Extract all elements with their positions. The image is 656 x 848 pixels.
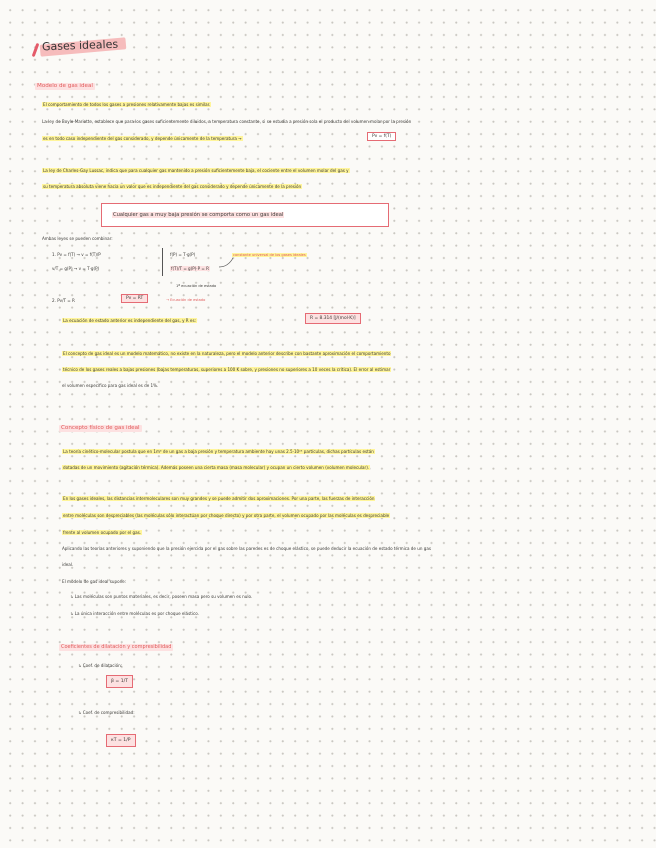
paragraph-line: El comportamiento de todos los gases a presiones relativamente bajas es similar.: [43, 102, 211, 107]
title-accent-stroke: [32, 43, 40, 57]
combine-label: Ambas leyes se pueden combinar:: [42, 236, 113, 241]
equation-line: 1. Pv = f(T) → v = f(T)/P: [52, 252, 101, 257]
paragraph-line: dotadas de un movimiento (agitación térmica). Además poseen una cierta masa (masa molecular) y ocupan un cierto volumen (volumen molecular).: [63, 465, 370, 470]
paragraph-line: frente al volumen ocupado por el gas.: [63, 530, 142, 535]
formula-box-pv-ft: Pv = f(T): [367, 132, 396, 141]
section-heading-modelo: Modelo de gas ideal: [37, 83, 93, 89]
paragraph-line: Aplicando las teorías anteriores y suponiendo que la presión ejercida por el gas sobre las paredes es de choque elástico, se puede deducir la ecuación de estado térmica de un gas: [62, 546, 431, 551]
list-item: ↳ Coef. de compresibilidad:: [78, 710, 135, 715]
paragraph-line: En los gases ideales, las distancias intermoleculares son muy grandes y se puede admitir dos aproximaciones. Por una parte, las fuerzas de interacción: [63, 496, 375, 501]
paragraph-line: El concepto de gas ideal es un modelo matemático, no existe en la naturaleza, pero el modelo anterior describe con bastante aproximación el comportamiento: [63, 351, 391, 356]
paragraph-line: técnico de los gases reales a bajas presiones (bajas temperaturas, superiores a 100 K sobre, y presiones no superiores a 10 veces la crítica). El error al estimar: [63, 367, 391, 372]
list-item: ↳ Las moléculas son puntos materiales, es decir, poseen masa pero su volumen es nulo.: [70, 594, 253, 599]
arrow-connector: [218, 255, 236, 269]
paragraph-line: es en todo caso independiente del gas considerado, y depende únicamente de la temperatura →: [43, 136, 242, 141]
paragraph-line: La ley de Charles-Gay Lussac, indica que para cualquier gas mantenido a presión suficientemente baja, el cociente entre el volumen molar del gas y: [43, 168, 349, 173]
equation-line: f(T)/T = g(P)·P = R: [171, 266, 209, 271]
paragraph-line: el volumen específico para gas ideal es de 1%.: [62, 383, 159, 388]
paragraph-line: su temperatura absoluta viene hacia un valor que es independiente del gas considerado y depende únicamente de la presión: [43, 184, 302, 189]
list-item: ↳ La única interacción entre moléculas es por choque elástico.: [70, 611, 199, 616]
formula-box-beta: β = 1/T: [106, 675, 133, 688]
brace-left: [160, 248, 163, 276]
page-title: Gases ideales: [41, 37, 119, 54]
key-statement-box: [101, 203, 389, 227]
equation-note: → Ecuación de estado: [166, 298, 206, 302]
equation-line: v/T = g(P) → v = T·g(P): [52, 266, 100, 271]
paragraph-line: La ecuación de estado anterior es independiente del gas, y R es:: [63, 318, 196, 323]
section-heading-concepto: Concepto físico de gas ideal: [61, 425, 140, 431]
paragraph-line: La teoría cinético-molecular postula que en 1m³ de un gas a baja presión y temperatura ambiente hay unas 2.5·10²⁵ partículas, dichas partículas están: [63, 449, 374, 454]
formula-box-pv-rt: Pv = RT: [121, 294, 148, 303]
equation-line: 2. Pv/T = R: [52, 298, 75, 303]
equation-note: 1ª ecuación de estado: [176, 284, 217, 288]
section-heading-coeficientes: Coeficientes de dilatación y compresibilidad: [61, 644, 172, 650]
paragraph-line: La ley de Boyle-Mariotte, establece que para los gases suficientemente diluidos, a temperatura constante, si se estudia a presión sola el producto del volumen molar por la presión: [42, 119, 412, 124]
equation-note: constante universal de los gases ideales: [233, 253, 306, 257]
paragraph-line: ideal.: [62, 562, 74, 567]
formula-box-kappa: κT = 1/P: [106, 734, 136, 747]
paragraph-line: El modelo de gas ideal supone:: [62, 579, 127, 584]
equation-line: f(P) = T·g(P): [170, 252, 196, 257]
list-item: ↳ Coef. de dilatación:: [78, 663, 123, 668]
formula-box-r-value: R = 8.314 [J/(mol·K)]: [305, 313, 361, 324]
paragraph-line: entre moléculas son despreciables (las moléculas sólo interactúan por choque directo) y por otra parte, el volumen ocupado por las moléculas es despreciable: [63, 513, 390, 518]
key-statement-text: Cualquier gas a muy baja presión se comporta como un gas ideal: [113, 212, 284, 218]
title-block: [34, 35, 130, 59]
